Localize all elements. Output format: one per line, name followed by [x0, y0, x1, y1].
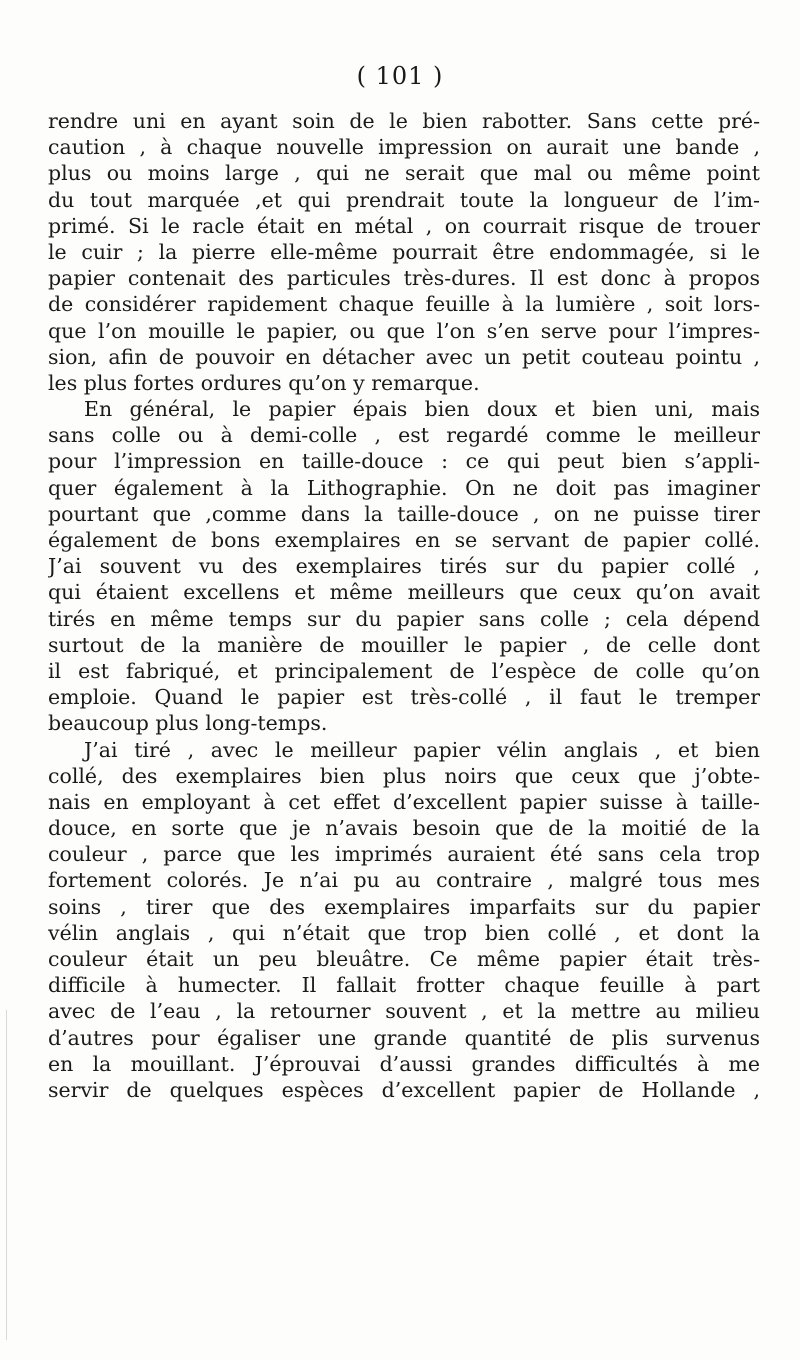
text-line: le cuir ; la pierre elle-même pourrait être endommagée, si le	[48, 239, 760, 264]
text-line: pour l’impression en taille-douce : ce qui peut bien s’appli-	[48, 449, 760, 474]
text-line: d’autres pour égaliser une grande quantité de plis survenus	[48, 1025, 760, 1050]
text-line: avec de l’eau , la retourner souvent , et la mettre au milieu	[48, 999, 760, 1024]
text-line: les plus fortes ordures qu’on y remarque.	[48, 370, 480, 395]
text-line: J’ai souvent vu des exemplaires tirés sur du papier collé ,	[48, 554, 760, 579]
text-line: que l’on mouille le papier, ou que l’on s’en serve pour l’impres-	[48, 318, 760, 343]
text-line: papier contenait des particules très-dures. Il est donc à propos	[48, 266, 760, 291]
text-line: surtout de la manière de mouiller le papier , de celle dont	[48, 632, 760, 657]
text-line: rendre uni en ayant soin de le bien rabotter. Sans cette pré-	[48, 109, 760, 133]
text-line: qui étaient excellens et même meilleurs que ceux qu’on avait	[48, 580, 760, 605]
text-line: plus ou moins large , qui ne serait que mal ou même point	[48, 161, 760, 186]
text-line: couleur était un peu bleuâtre. Ce même papier était très-	[48, 947, 760, 971]
text-line: douce, en sorte que je n’avais besoin que de la moitié de la	[48, 816, 760, 841]
text-line: en la mouillant. J’éprouvai d’aussi grandes difficultés à me	[48, 1051, 760, 1076]
text-line: quer également à la Lithographie. On ne doit pas imaginer	[48, 475, 760, 500]
text-line: sans colle ou à demi-colle , est regardé comme le meilleur	[48, 423, 760, 448]
text-line: pourtant que ,comme dans la taille-douce , on ne puisse tirer	[48, 501, 760, 526]
text-line: collé, des exemplaires bien plus noirs que ceux que j’obte-	[48, 763, 760, 788]
text-line: emploie. Quand le papier est très-collé , il faut le tremper	[48, 685, 760, 710]
text-line: J’ai tiré , avec le meilleur papier vélin anglais , et bien	[84, 737, 760, 762]
text-line: vélin anglais , qui n’était que trop bien collé , et dont la	[48, 920, 760, 945]
text-line: du tout marquée ,et qui prendrait toute la longueur de l’im-	[48, 187, 760, 212]
page-number: ( 101 )	[356, 62, 444, 90]
text-line: servir de quelques espèces d’excellent papier de Hollande ,	[48, 1077, 760, 1102]
text-line: il est fabriqué, et principalement de l’espèce de colle qu’on	[48, 658, 760, 683]
text-line: fortement colorés. Je n’ai pu au contraire , malgré tous mes	[48, 868, 760, 893]
body-text	[48, 108, 760, 1103]
text-line: de considérer rapidement chaque feuille à la lumière , soit lors-	[48, 292, 760, 317]
text-line: primé. Si le racle était en métal , on courrait risque de trouer	[48, 213, 760, 238]
text-line: difficile à humecter. Il fallait frotter chaque feuille à part	[48, 973, 760, 998]
page-edge-line	[6, 1010, 7, 1340]
text-line: couleur , parce que les imprimés auraient été sans cela trop	[48, 842, 760, 867]
text-line: En général, le papier épais bien doux et bien uni, mais	[84, 397, 760, 422]
text-line: sion, afin de pouvoir en détacher avec un petit couteau pointu ,	[48, 344, 760, 369]
text-line: tirés en même temps sur du papier sans colle ; cela dépend	[48, 606, 760, 631]
text-line: nais en employant à cet effet d’excellent papier suisse à taille-	[48, 789, 760, 814]
text-line: caution , à chaque nouvelle impression on aurait une bande ,	[48, 135, 760, 160]
text-line: soins , tirer que des exemplaires imparfaits sur du papier	[48, 894, 760, 919]
text-line: beaucoup plus long-temps.	[48, 711, 328, 736]
text-line: également de bons exemplaires en se servant de papier collé.	[48, 528, 760, 552]
